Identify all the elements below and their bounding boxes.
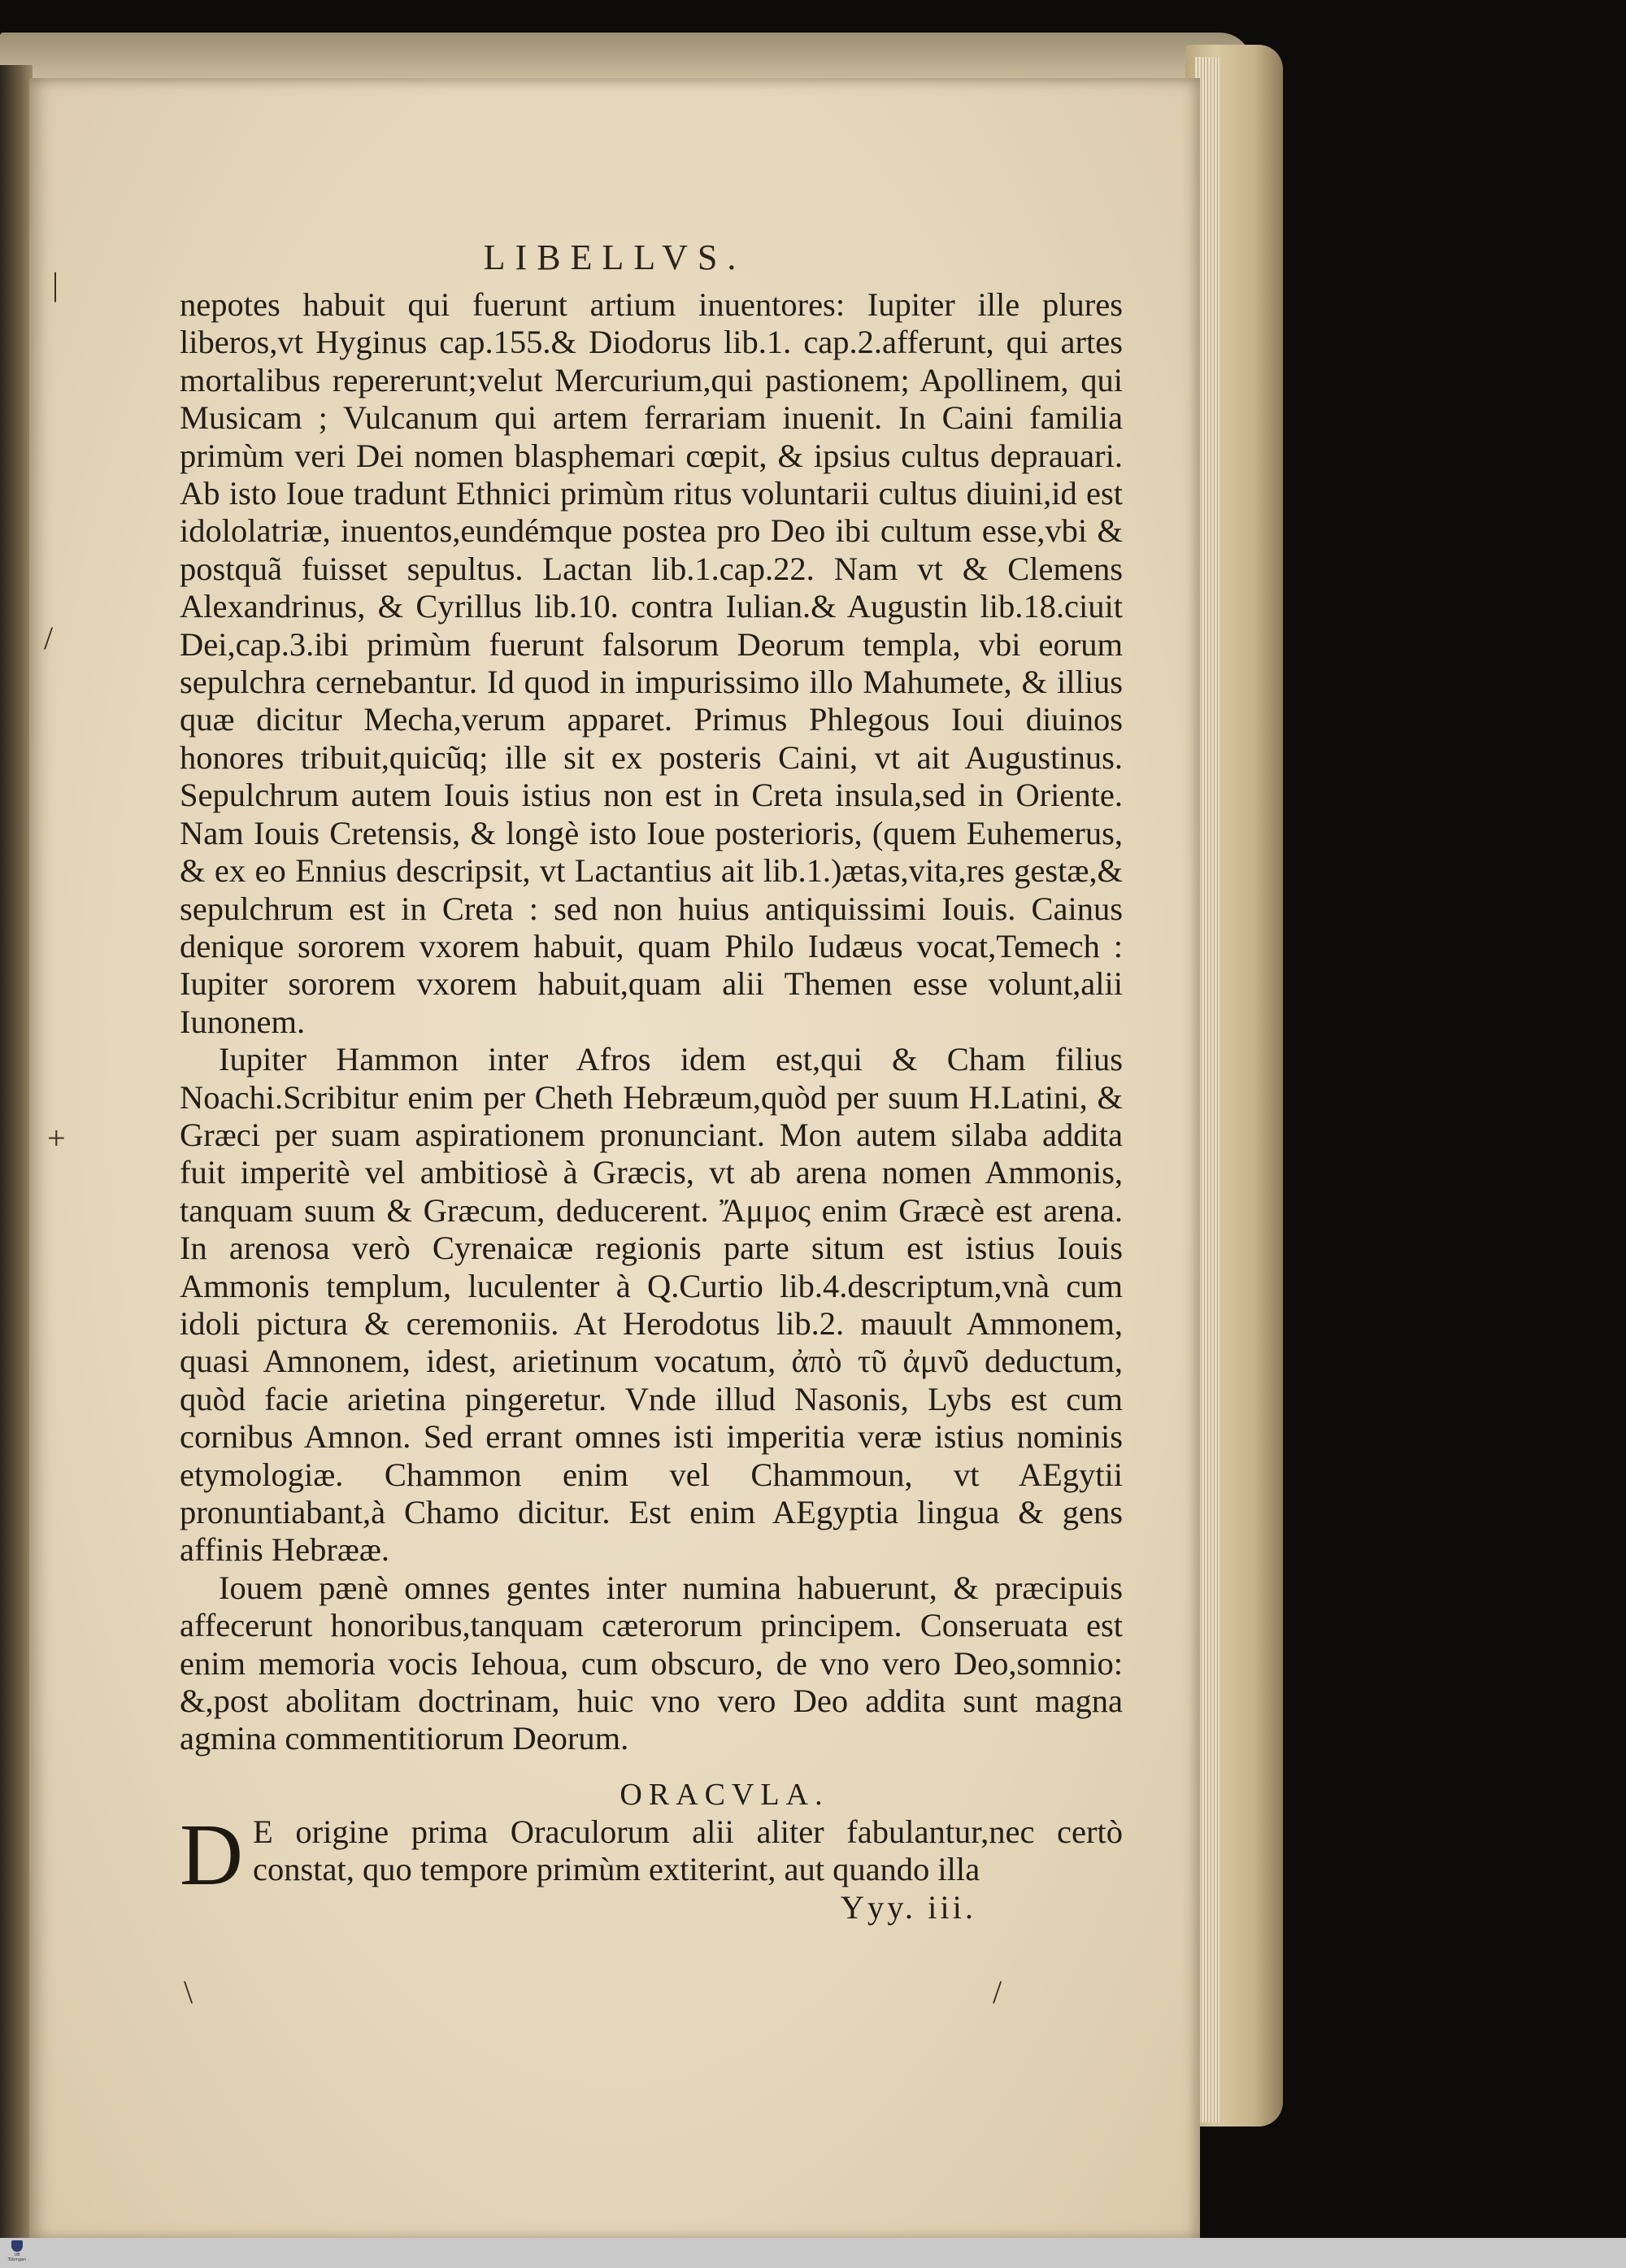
paragraph-2: Iupiter Hammon inter Afros idem est,qui & Cham filius Noachi.Scribitur enim per Cheth Hebræum,quòd per suum H.Latini, & Græci per suam aspirationem pronunciant. Mon autem silaba addita fuit imperitè vel ambitiosè à Græcis, vt ab arena nomen Ammonis, tanquam suum & Græcum, deducerent. Ἄμμος enim Græcè est arena. In arenosa verò Cyrenaicæ regionis parte situm est istius Iouis Ammonis templum, luculenter à Q.Curtio lib.4.descriptum,vnà cum idoli pictura & ceremoniis. At Herodotus lib.2. mauult Ammonem, quasi Amnonem, idest, arietinum vocatum, ἀπὸ τῦ ἀμνῦ deductum, quòd facie arietina pingeretur. Vnde illud Nasonis, Lybs est cum cornibus Amnon. Sed errant omnes isti imperitia veræ istius nominis etymologiæ. Chammon enim vel Chammoun, vt AEgytii pronuntiabant,à Chamo dicitur. Est enim AEgyptia lingua & gens affinis Hebrææ. bbox=[180, 1041, 1123, 1569]
margin-mark-3: + bbox=[47, 1120, 66, 1156]
page-text-block bbox=[180, 286, 1123, 1926]
oracula-paragraph bbox=[180, 1806, 1123, 1904]
library-logo-label: UB Tübingen bbox=[7, 2253, 27, 2262]
running-head bbox=[29, 237, 1200, 278]
library-crest-icon bbox=[11, 2240, 23, 2252]
margin-mark-4: \ bbox=[184, 1974, 193, 2010]
signature-mark: Yyy. iii. bbox=[840, 1888, 976, 1926]
final-paragraph: E origine prima Oraculorum alii aliter fabulantur,nec certò constat, quo tempore primùm extiterint, aut quando illa bbox=[253, 1813, 1123, 1888]
previous-page-edge bbox=[0, 65, 33, 2244]
section-heading: ORACVLA. bbox=[620, 1777, 829, 1812]
viewer-bottom-bar bbox=[0, 2238, 1626, 2268]
book-page bbox=[29, 78, 1200, 2241]
library-logo bbox=[5, 2238, 29, 2266]
margin-mark-5: / bbox=[993, 1974, 1002, 2010]
margin-mark-1: | bbox=[52, 266, 59, 303]
running-head-text: LIBELLVS. bbox=[483, 237, 746, 277]
paragraph-1: nepotes habuit qui fuerunt artium inuentores: Iupiter ille plures liberos,vt Hyginus cap.155.& Diodorus lib.1. cap.2.afferunt, qui artes mortalibus repererunt;velut Mercurium,qui pastionem; Apollinem, qui Musicam ; Vulcanum qui artem ferrariam inuenit. In Caini familia primùm veri Dei nomen blasphemari cœpit, & ipsius cultus deprauari. Ab isto Ioue tradunt Ethnici primùm ritus voluntarii cultus diuini,id est idololatriæ, inuentos,eundémque postea pro Deo ibi cultum esse,vbi & postquã fuisset sepultus. Lactan lib.1.cap.22. Nam vt & Clemens Alexandrinus, & Cyrillus lib.10. contra Iulian.& Augustin lib.18.ciuit Dei,cap.3.ibi primùm fuerunt falsorum Deorum templa, vbi eorum sepulchra cernebantur. Id quod in impurissimo illo Mahumete, & illius quæ dicitur Mecha,verum apparet. Primus Phlegous Ioui diuinos honores tribuit,quicũq; ille sit ex posteris Caini, vt ait Augustinus. Sepulchrum autem Iouis istius non est in Creta insula,sed in Oriente. Nam Iouis Cretensis, & longè isto Ioue posterioris, (quem Euhemerus, & ex eo Ennius descripsit, vt Lactantius ait lib.1.)ætas,vita,res gestæ,& sepulchrum est in Creta : sed non huius antiquissimi Iouis. Cainus denique sororem vxorem habuit, quam Philo Iudæus vocat,Temech : Iupiter sororem vxorem habuit,quam alii Themen esse volunt,alii Iunonem. bbox=[180, 286, 1123, 1040]
drop-cap: D bbox=[180, 1806, 243, 1904]
margin-mark-2: / bbox=[44, 620, 54, 656]
paragraph-3: Iouem pænè omnes gentes inter numina habuerunt, & præcipuis affecerunt honoribus,tanquam cæterorum principem. Conseruata est enim memoria vocis Iehoua, cum obscuro, de vno vero Deo,somnio: &,post abolitam doctrinam, huic vno vero Deo addita sunt magna agmina commentitiorum Deorum. bbox=[180, 1569, 1123, 1757]
